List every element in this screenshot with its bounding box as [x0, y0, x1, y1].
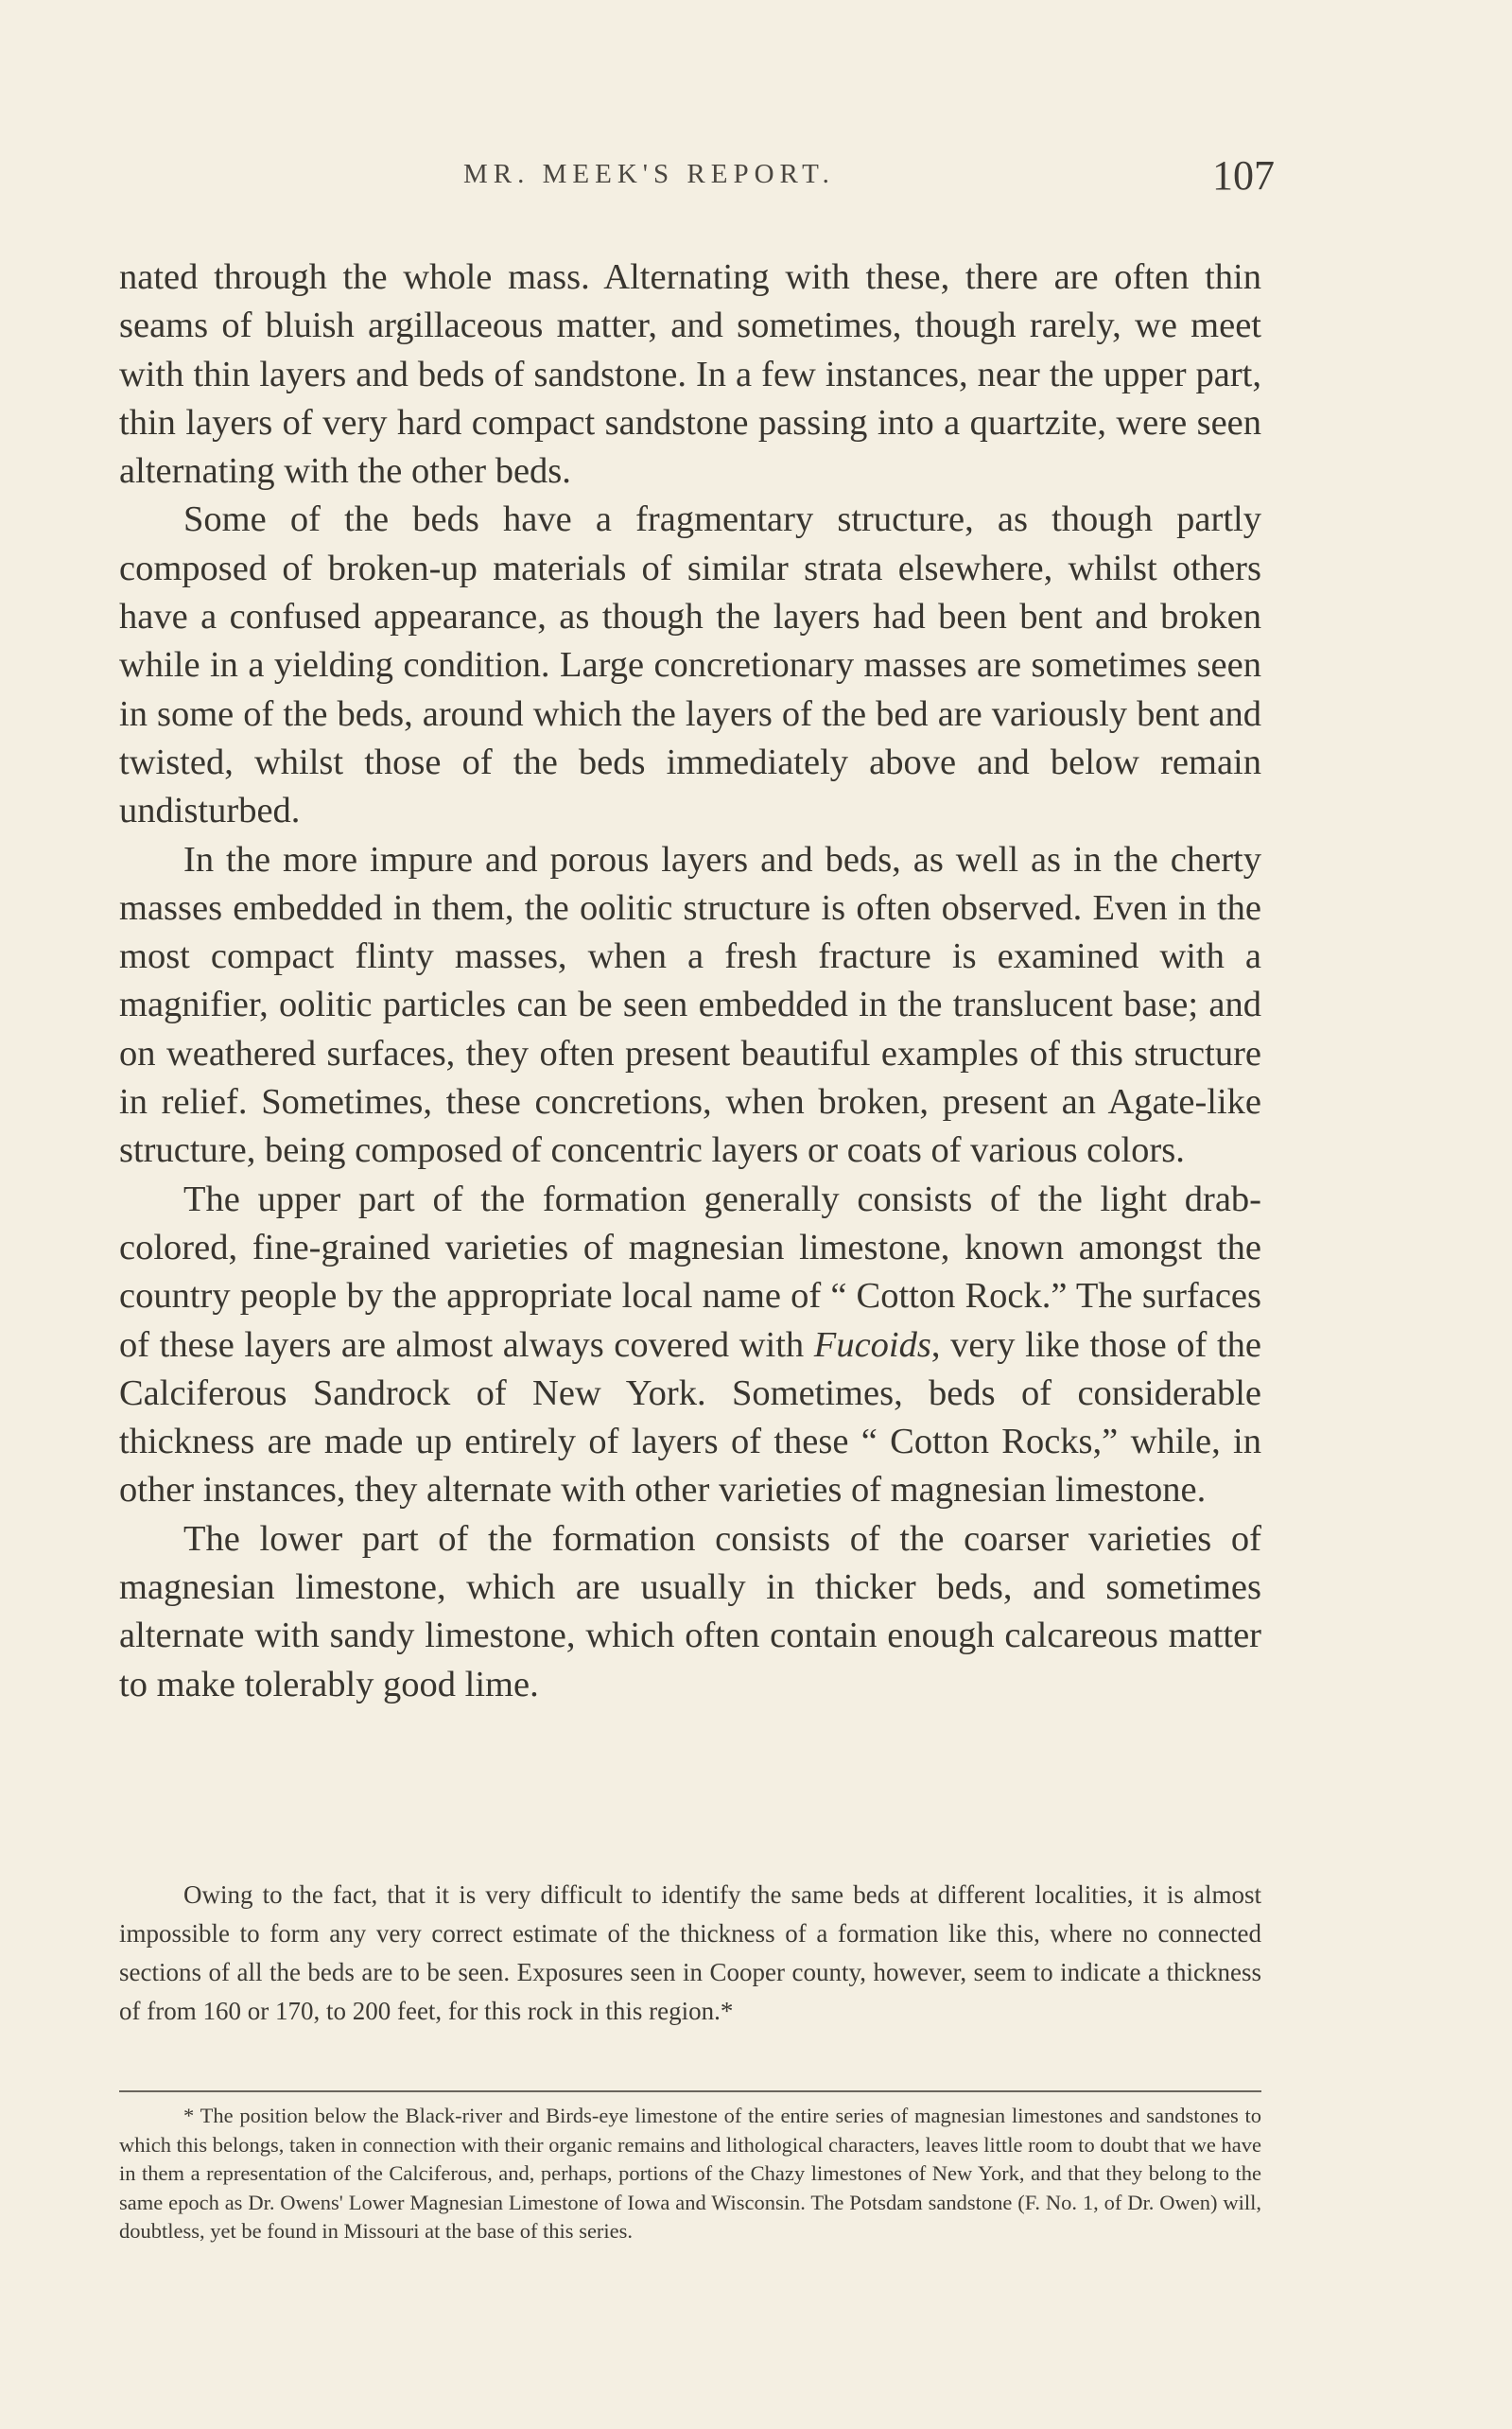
page-number: 107 [1212, 152, 1275, 199]
running-head: MR. MEEK'S REPORT. [463, 159, 835, 189]
paragraph-1: nated through the whole mass. Alternating with these, there are often thin seams of bluish argillaceous matter, and sometimes, though rarely, we meet with thin layers and beds of sandstone. In a few instances, near the upper part, thin layers of very hard compact sandstone passing into a quartzite, were seen alternating with the other beds. [119, 257, 1261, 492]
small-print-section [119, 1876, 1261, 2031]
footnote-paragraph [119, 2102, 1261, 2246]
paragraph-4-text-a: The upper part of the formation generally consists of the light drab-colored, fine-grained varieties of magnesian limestone, known amongst the country people by the appropriate local name of “ Cotton Rock.” The surfaces of these layers are almost always covered with [119, 1179, 1261, 1365]
main-text [119, 253, 1261, 1709]
footnote [119, 2102, 1261, 2246]
footnote-rule [119, 2090, 1261, 2092]
fucoids-italic: Fucoids [813, 1324, 931, 1365]
paragraph-5: The lower part of the formation consists of the coarser varieties of magnesian limestone, which are usually in thicker beds, and sometimes alternate with sandy limestone, which often contain enough calcareous matter to make tolerably good lime. [119, 1518, 1261, 1704]
small-paragraph: Owing to the fact, that it is very difficult to identify the same beds at different localities, it is almost impossible to form any very correct estimate of the thickness of a formation like this, where no connected sections of all the beds are to be seen. Exposures seen in Cooper county, however, seem to indicate a thickness of from 160 or 170, to 200 feet, for this rock in this region.* [119, 1880, 1261, 2025]
footnote-text: The position below the Black-river and Birds-eye limestone of the entire series of magnesian limestones and sandstones to which this belongs, taken in connection with their organic remains and lithological characters, leaves little room to doubt that we have in them a representation of the Calciferous, and, perhaps, portions of the Chazy limestones of New York, and that they belong to the same epoch as Dr. Owens' Lower Magnesian Limestone of Iowa and Wisconsin. The Potsdam sandstone (F. No. 1, of Dr. Owen) will, doubtless, yet be found in Missouri at the base of this series. [119, 2104, 1261, 2244]
paragraph-3: In the more impure and porous layers and beds, as well as in the cherty masses embedded in them, the oolitic structure is often observed. Even in the most compact flinty masses, when a fresh fracture is examined with a magnifier, oolitic particles can be seen embedded in the translucent base; and on weathered surfaces, they often present beautiful examples of this structure in relief. Sometimes, these concretions, when broken, present an Agate-like structure, being composed of concentric layers or coats of various colors. [119, 839, 1261, 1171]
footnote-mark: * [183, 2104, 195, 2127]
paragraph-4-text-b: , very like those of the Calciferous Sandrock of New York. Sometimes, beds of considerable thickness are made up entirely of layers of these “ Cotton Rocks,” while, in other instances, they alternate with other varieties of magnesian limestone. [119, 1324, 1262, 1511]
paragraph-4 [119, 1176, 1261, 1515]
paragraph-2: Some of the beds have a fragmentary structure, as though partly composed of broken-up materials of similar strata elsewhere, whilst others have a confused appearance, as though the layers had been bent and broken while in a yielding condition. Large concretionary masses are sometimes seen in some of the beds, around which the layers of the bed are variously bent and twisted, whilst those of the beds immediately above and below remain undisturbed. [119, 499, 1261, 831]
